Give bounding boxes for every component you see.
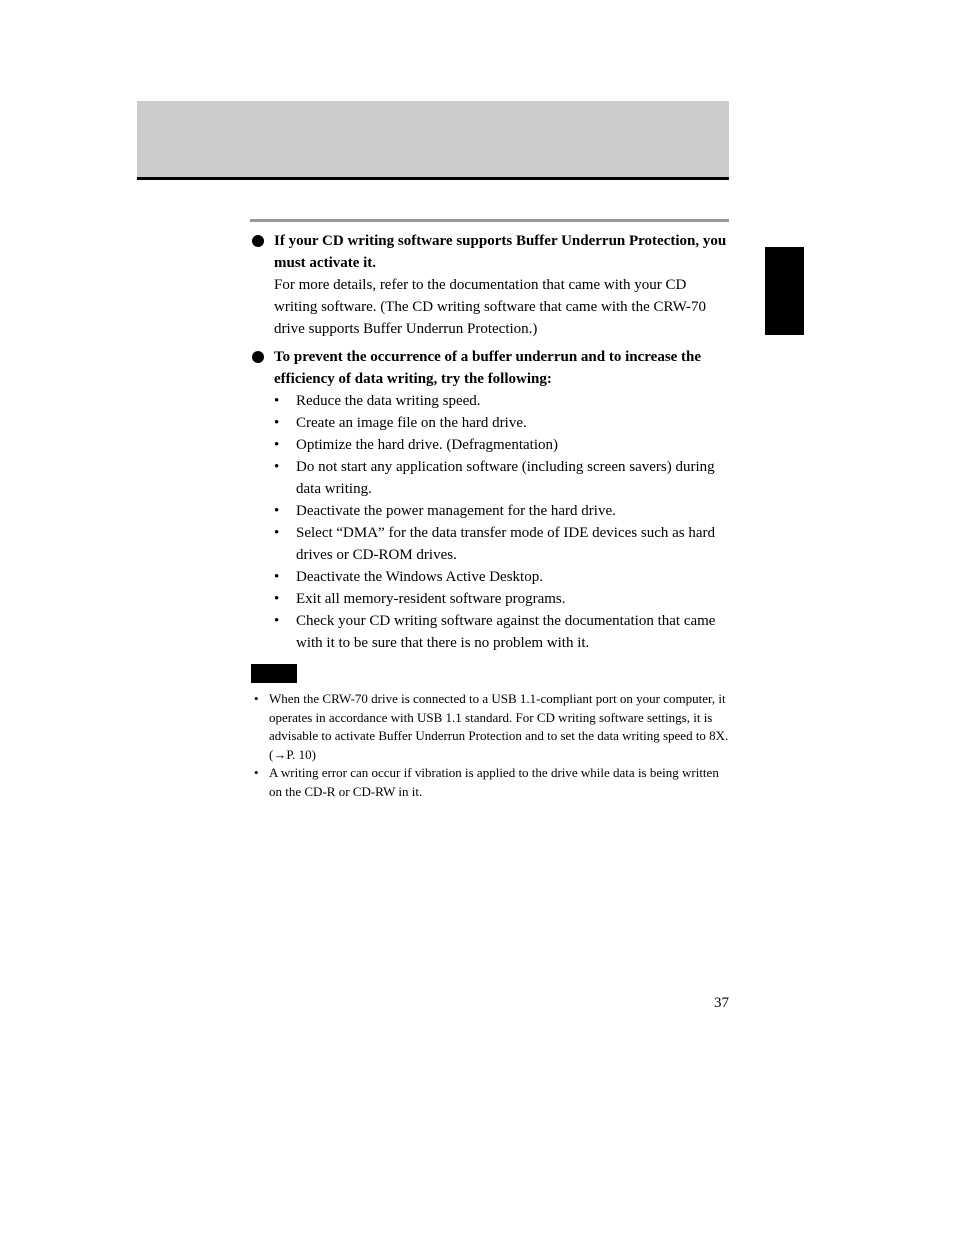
tip-text: Reduce the data writing speed. — [296, 393, 481, 409]
tips-list — [274, 390, 730, 654]
point-buffer-underrun-protection — [250, 230, 730, 340]
header-band — [137, 101, 729, 177]
list-item — [274, 522, 730, 566]
point-title: To prevent the occurrence of a buffer underrun and to increase the efficiency of data writing, try the following: — [274, 349, 702, 387]
page-number: 37 — [714, 995, 729, 1011]
bullet-icon: • — [274, 569, 280, 585]
tip-text: Select “DMA” for the data transfer mode of IDE devices such as hard drives or CD-ROM drives. — [296, 525, 716, 563]
notes — [254, 690, 730, 802]
point-title: If your CD writing software supports Buffer Underrun Protection, you must activate it. — [274, 233, 727, 271]
note-item — [254, 764, 730, 801]
list-item — [274, 500, 730, 522]
main-content — [250, 230, 730, 660]
bullet-icon: • — [274, 437, 280, 453]
bullet-icon: • — [274, 591, 280, 607]
filled-circle-bullet-icon — [252, 351, 264, 363]
section-rule — [250, 219, 729, 222]
list-item — [274, 610, 730, 654]
list-item — [274, 434, 730, 456]
tip-text: Do not start any application software (including screen savers) during data writing. — [296, 459, 715, 497]
tip-text: Exit all memory-resident software programs. — [296, 591, 566, 607]
tip-text: Check your CD writing software against the documentation that came with it to be sure that there is no problem with it. — [296, 613, 716, 651]
bullet-icon: • — [254, 765, 259, 781]
bullet-icon: • — [274, 459, 280, 475]
point-body: For more details, refer to the documentation that came with your CD writing software. (The CD writing software that came with the CRW-70 drive supports Buffer Underrun Protection.) — [274, 277, 706, 337]
note-item — [254, 690, 730, 764]
list-item — [274, 412, 730, 434]
point-prevent-underrun — [250, 346, 730, 654]
bullet-icon: • — [274, 613, 280, 629]
bullet-icon: • — [274, 525, 280, 541]
note-text: A writing error can occur if vibration is applied to the drive while data is being written on the CD-R or CD-RW in it. — [269, 765, 719, 799]
bullet-icon: • — [274, 393, 280, 409]
tip-text: Deactivate the Windows Active Desktop. — [296, 569, 543, 585]
bullet-icon: • — [274, 503, 280, 519]
list-item — [274, 566, 730, 588]
tip-text: Create an image file on the hard drive. — [296, 415, 527, 431]
list-item — [274, 390, 730, 412]
tip-text: Optimize the hard drive. (Defragmentation) — [296, 437, 558, 453]
note-text: When the CRW-70 drive is connected to a USB 1.1-compliant port on your computer, it operates in accordance with USB 1.1 standard. For CD writing software settings, it is advisable to activate Buffer Underrun Protection and to set the data writing speed to 8X. (→P. 10) — [269, 691, 729, 762]
header-rule — [137, 177, 729, 180]
bullet-icon: • — [254, 691, 259, 706]
tip-text: Deactivate the power management for the hard drive. — [296, 503, 616, 519]
filled-circle-bullet-icon — [252, 235, 264, 247]
chapter-tab — [765, 247, 804, 335]
note-label-box — [251, 664, 297, 683]
list-item — [274, 456, 730, 500]
list-item — [274, 588, 730, 610]
bullet-icon: • — [274, 415, 280, 431]
